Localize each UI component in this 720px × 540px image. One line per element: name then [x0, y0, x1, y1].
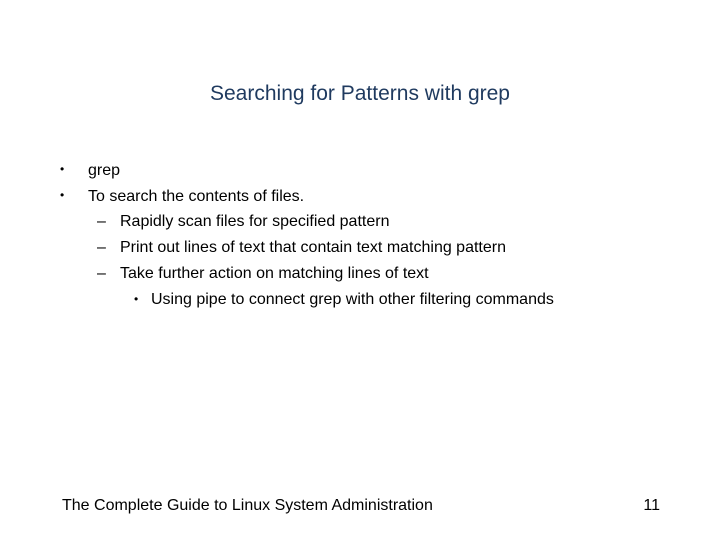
- bullet-marker-2: •: [60, 188, 65, 202]
- sub-bullet-marker-1: –: [97, 213, 106, 230]
- sub-bullet-text-1: Rapidly scan files for specified pattern: [120, 213, 390, 230]
- sub-bullet-text-3: Take further action on matching lines of text: [120, 265, 429, 282]
- slide-title: Searching for Patterns with grep: [210, 82, 510, 105]
- sub-bullet-marker-2: –: [97, 239, 106, 256]
- bullet-text-2: To search the contents of files.: [88, 188, 305, 205]
- bullet-text-1: grep: [88, 162, 121, 179]
- page-number: 11: [643, 497, 660, 514]
- bullet-marker-1: •: [60, 162, 65, 176]
- sub-bullet-text-2: Print out lines of text that contain text matching pattern: [120, 239, 506, 256]
- sub-sub-bullet-marker-1: •: [134, 292, 139, 306]
- sub-sub-bullet-text-1: Using pipe to connect grep with other filtering commands: [151, 291, 554, 308]
- footer-title: The Complete Guide to Linux System Administration: [62, 497, 433, 514]
- sub-bullet-marker-3: –: [97, 265, 106, 282]
